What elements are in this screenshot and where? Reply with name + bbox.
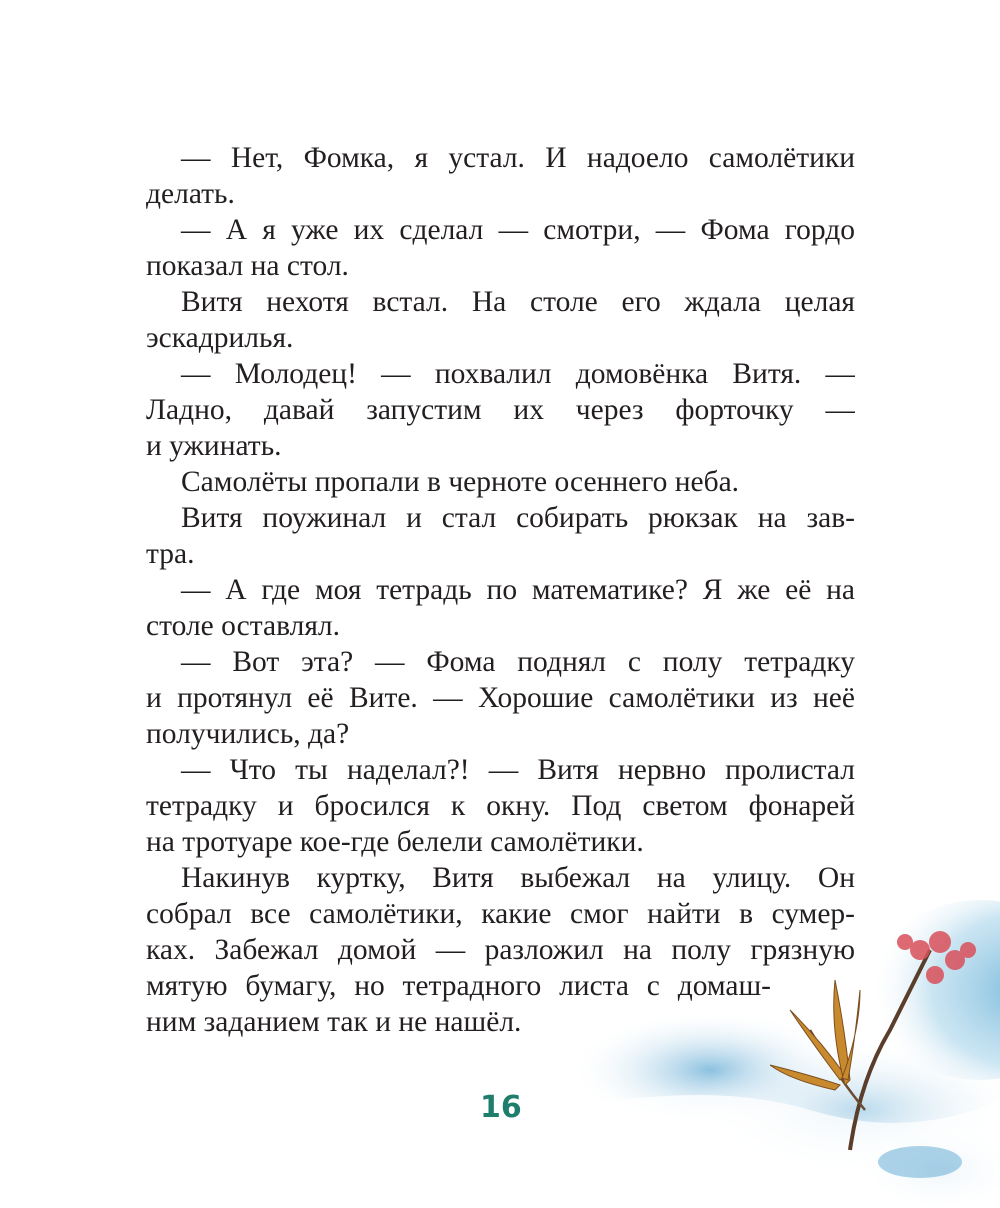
text-line: тетрадку и бросился к окну. Под светом фонарей — [146, 790, 855, 822]
text-line: Витя нехотя встал. На столе его ждала целая — [181, 286, 855, 318]
text-line: собрал все самолётики, какие смог найти в сумер- — [146, 898, 855, 930]
text-line: и протянул её Вите. — Хорошие самолётики из неё — [146, 682, 855, 714]
body-text — [146, 140, 855, 1040]
text-line: — Молодец! — похвалил домовёнка Витя. — — [181, 358, 855, 390]
text-line: на тротуаре кое-где белели самолётики. — [146, 826, 644, 858]
text-line: — А где моя тетрадь по математике? Я же её на — [181, 574, 855, 606]
text-line: — А я уже их сделал — смотри, — Фома гордо — [181, 214, 855, 246]
text-line: ках. Забежал домой — разложил на полу грязную — [146, 934, 855, 966]
text-line: — Нет, Фомка, я устал. И надоело самолётики — [181, 142, 855, 174]
text-line: Ладно, давай запустим их через форточку — — [146, 394, 855, 426]
text-line: — Вот эта? — Фома поднял с полу тетрадку — [181, 646, 855, 678]
text-line: Витя поужинал и стал собирать рюкзак на зав- — [181, 502, 855, 534]
text-line: мятую бумагу, но тетрадного листа с домаш- — [146, 970, 771, 1002]
text-line: Накинув куртку, Витя выбежал на улицу. Он — [181, 862, 855, 894]
text-line: получились, да? — [146, 718, 350, 750]
text-line: — Что ты наделал?! — Витя нервно пролистал — [181, 754, 855, 786]
text-line: Самолёты пропали в черноте осеннего неба. — [181, 466, 740, 498]
text-line: столе оставлял. — [146, 610, 340, 642]
text-line: делать. — [146, 178, 235, 210]
page-number: 16 — [480, 1090, 522, 1125]
text-line: показал на стол. — [146, 250, 349, 282]
text-line: эскадрилья. — [146, 322, 294, 354]
text-line: и ужинать. — [146, 430, 282, 462]
text-line: тра. — [146, 538, 195, 570]
text-line: ним заданием так и не нашёл. — [146, 1006, 522, 1038]
